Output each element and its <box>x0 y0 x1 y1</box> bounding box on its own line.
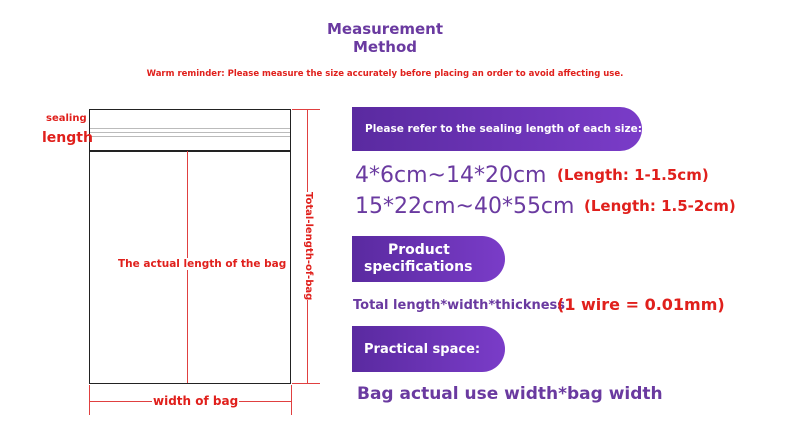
spec-text: Total length*width*thickness <box>353 298 566 313</box>
seal-line <box>90 132 290 133</box>
product-spec-pill <box>352 236 505 282</box>
practical-text: Bag actual use width*bag width <box>357 384 663 404</box>
sealing-label: sealing <box>46 113 87 124</box>
width-right-tick <box>291 385 292 415</box>
bag-diagram <box>0 0 330 441</box>
size-row1-note: (Length: 1-1.5cm) <box>557 166 709 184</box>
size-row2: 15*22cm~40*55cm <box>355 194 575 219</box>
total-length-bottom-tick <box>292 383 320 384</box>
practical-space-pill <box>352 326 505 372</box>
sealing-length-pill-text: Please refer to the sealing length of each size: <box>365 123 642 135</box>
width-left-tick <box>89 385 90 415</box>
practical-space-pill-text: Practical space: <box>364 341 481 357</box>
sealing-length-pill <box>352 107 642 151</box>
length-label: length <box>42 130 93 146</box>
warm-reminder: Warm reminder: Please measure the size accurately before placing an order to avoid affecting use. <box>146 69 624 79</box>
total-length-top-tick <box>292 109 320 110</box>
seal-line <box>90 136 290 137</box>
total-length-label: Total-length-of-bag <box>303 192 314 301</box>
spec-note: (1 wire = 0.01mm) <box>557 295 725 314</box>
product-spec-pill-line2: specifications <box>364 259 473 275</box>
product-spec-pill-line1: Product <box>388 242 450 258</box>
size-row2-note: (Length: 1.5-2cm) <box>584 197 736 215</box>
seal-bottom-line <box>90 150 290 152</box>
title-line1: Measurement <box>326 20 444 38</box>
seal-line <box>90 128 290 129</box>
title-line2: Method <box>353 38 417 56</box>
actual-length-label: The actual length of the bag <box>118 258 287 270</box>
width-label: width of bag <box>153 394 239 408</box>
size-row1: 4*6cm~14*20cm <box>355 163 547 188</box>
